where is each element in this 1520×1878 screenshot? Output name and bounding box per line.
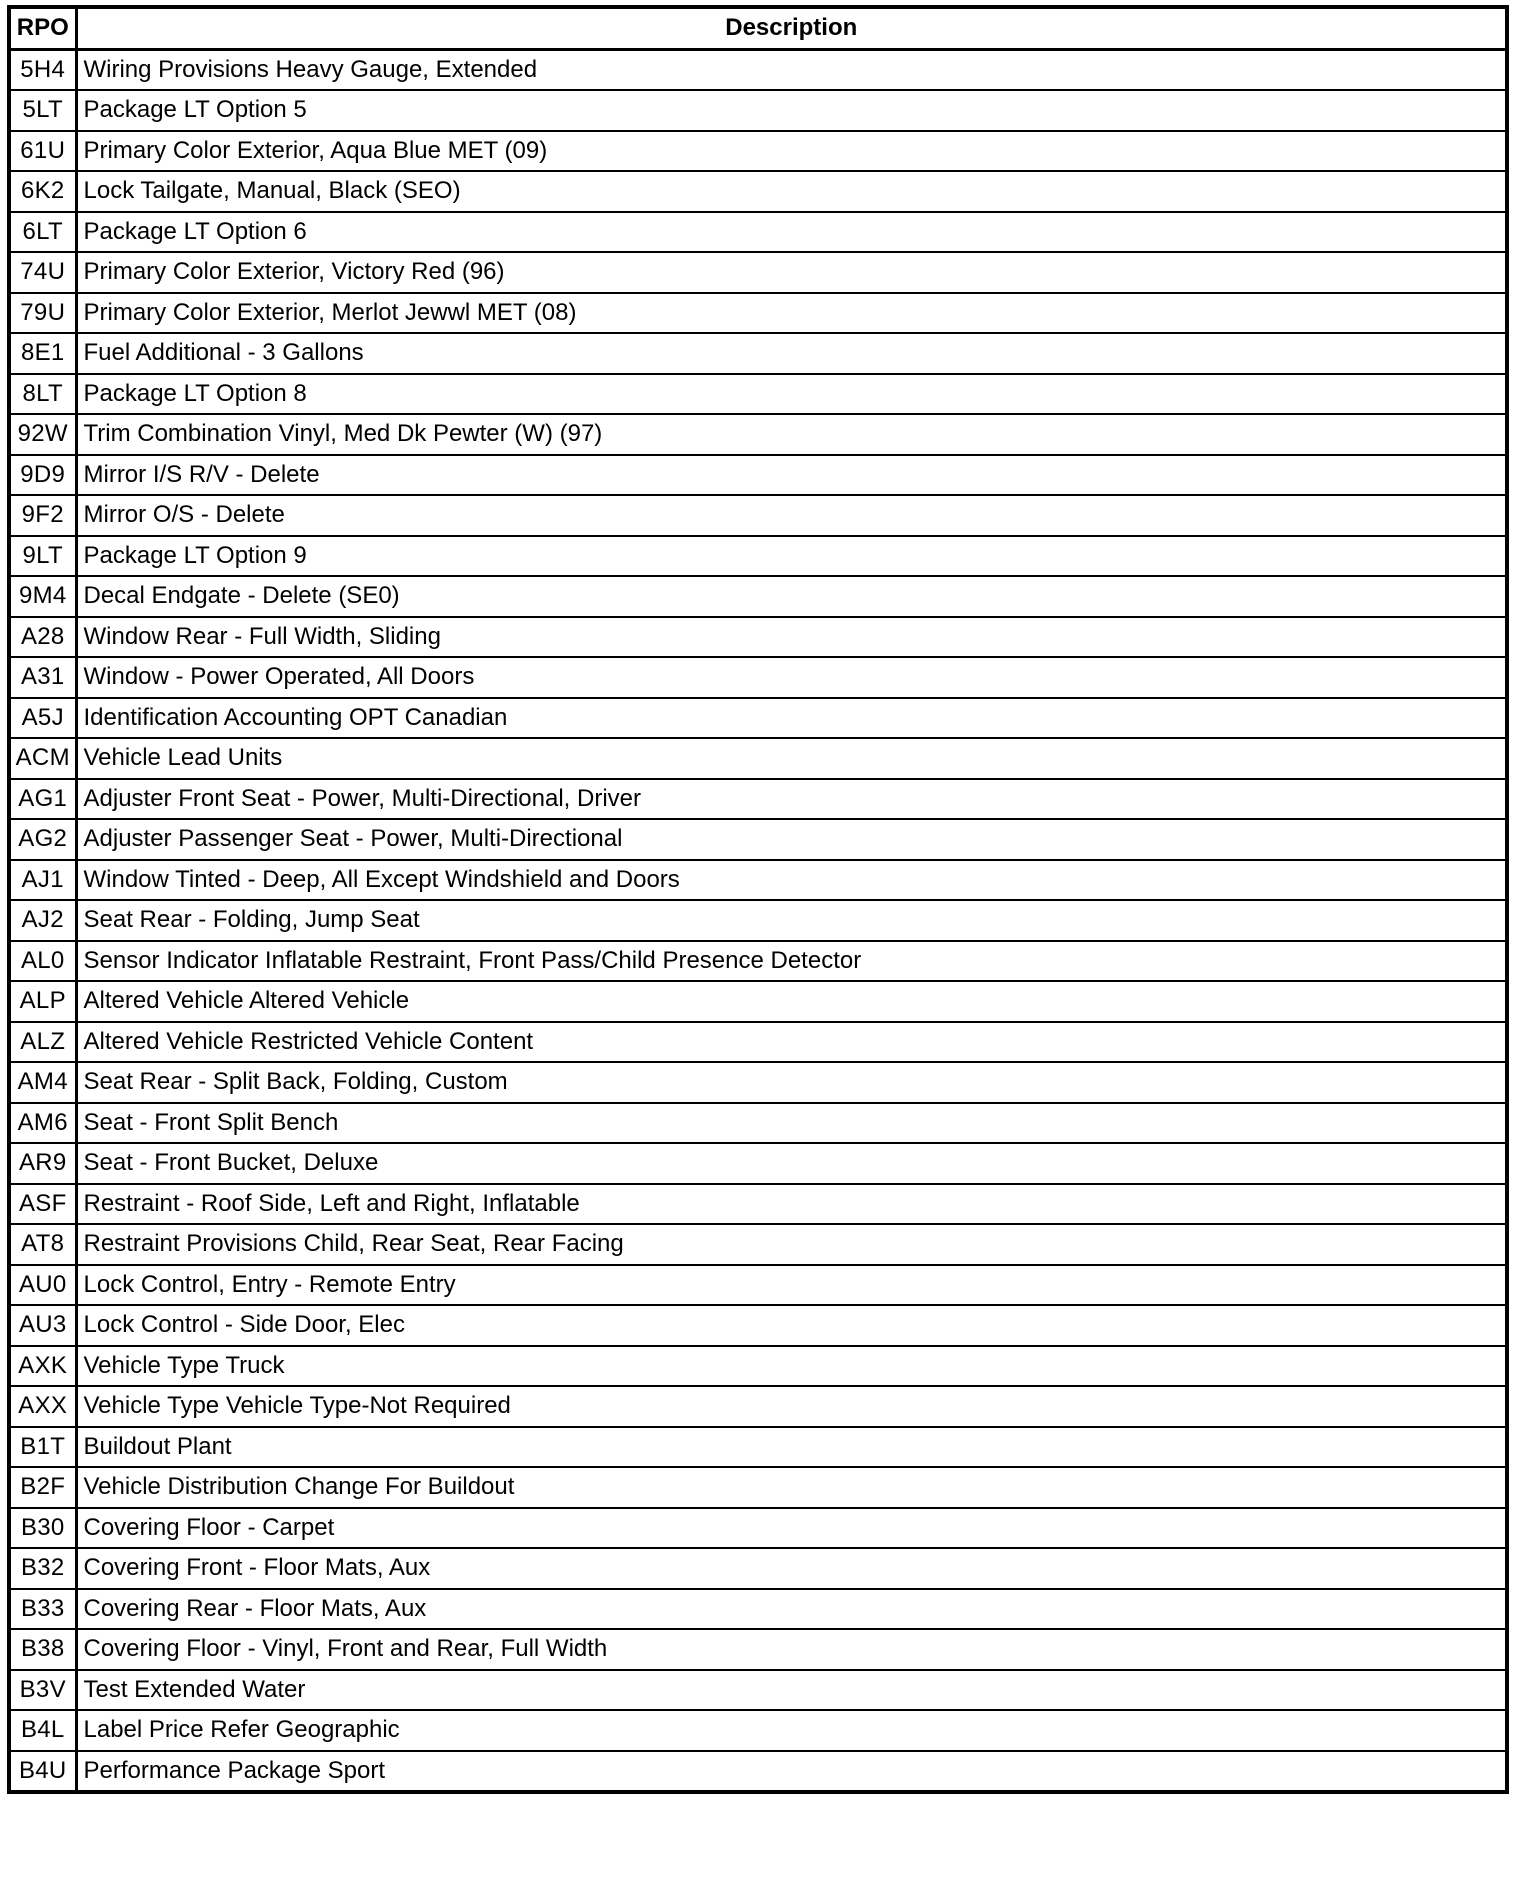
description-cell: Mirror O/S - Delete xyxy=(76,495,1507,536)
table-row xyxy=(9,617,1507,658)
rpo-code-cell: 8LT xyxy=(9,374,76,415)
rpo-code-cell: 9F2 xyxy=(9,495,76,536)
description-cell: Label Price Refer Geographic xyxy=(76,1710,1507,1751)
rpo-code-cell: B38 xyxy=(9,1629,76,1670)
table-body xyxy=(9,49,1507,1792)
rpo-code-cell: 6LT xyxy=(9,212,76,253)
description-cell: Seat Rear - Split Back, Folding, Custom xyxy=(76,1062,1507,1103)
table-row xyxy=(9,90,1507,131)
rpo-code-cell: AJ2 xyxy=(9,900,76,941)
rpo-code-cell: AG2 xyxy=(9,819,76,860)
rpo-code-cell: 9LT xyxy=(9,536,76,577)
table-row xyxy=(9,1346,1507,1387)
table-row xyxy=(9,1305,1507,1346)
rpo-code-cell: AU0 xyxy=(9,1265,76,1306)
description-cell: Vehicle Type Vehicle Type-Not Required xyxy=(76,1386,1507,1427)
description-cell: Seat - Front Bucket, Deluxe xyxy=(76,1143,1507,1184)
description-cell: Covering Floor - Vinyl, Front and Rear, Full Width xyxy=(76,1629,1507,1670)
rpo-code-cell: 5LT xyxy=(9,90,76,131)
table-row xyxy=(9,171,1507,212)
description-cell: Adjuster Front Seat - Power, Multi-Directional, Driver xyxy=(76,779,1507,820)
description-cell: Wiring Provisions Heavy Gauge, Extended xyxy=(76,49,1507,90)
table-row xyxy=(9,252,1507,293)
description-cell: Performance Package Sport xyxy=(76,1751,1507,1793)
rpo-code-cell: ASF xyxy=(9,1184,76,1225)
table-row xyxy=(9,657,1507,698)
table-row xyxy=(9,1224,1507,1265)
table-row xyxy=(9,981,1507,1022)
rpo-code-cell: 8E1 xyxy=(9,333,76,374)
table-row xyxy=(9,1143,1507,1184)
description-cell: Lock Tailgate, Manual, Black (SEO) xyxy=(76,171,1507,212)
description-cell: Window Tinted - Deep, All Except Windshield and Doors xyxy=(76,860,1507,901)
description-cell: Identification Accounting OPT Canadian xyxy=(76,698,1507,739)
description-cell: Restraint - Roof Side, Left and Right, Inflatable xyxy=(76,1184,1507,1225)
rpo-code-cell: ACM xyxy=(9,738,76,779)
description-cell: Primary Color Exterior, Aqua Blue MET (09) xyxy=(76,131,1507,172)
rpo-code-cell: AT8 xyxy=(9,1224,76,1265)
rpo-code-cell: B32 xyxy=(9,1548,76,1589)
rpo-table xyxy=(7,5,1509,1794)
description-cell: Primary Color Exterior, Victory Red (96) xyxy=(76,252,1507,293)
rpo-code-cell: 61U xyxy=(9,131,76,172)
description-cell: Vehicle Distribution Change For Buildout xyxy=(76,1467,1507,1508)
description-cell: Lock Control - Side Door, Elec xyxy=(76,1305,1507,1346)
rpo-code-cell: 79U xyxy=(9,293,76,334)
description-cell: Package LT Option 6 xyxy=(76,212,1507,253)
rpo-column-header: RPO xyxy=(9,7,76,49)
table-row xyxy=(9,1062,1507,1103)
header-row xyxy=(9,7,1507,49)
table-row xyxy=(9,1629,1507,1670)
table-row xyxy=(9,1751,1507,1793)
description-cell: Vehicle Type Truck xyxy=(76,1346,1507,1387)
rpo-code-cell: A28 xyxy=(9,617,76,658)
rpo-code-cell: A31 xyxy=(9,657,76,698)
rpo-code-cell: AR9 xyxy=(9,1143,76,1184)
description-cell: Window - Power Operated, All Doors xyxy=(76,657,1507,698)
rpo-code-cell: AXK xyxy=(9,1346,76,1387)
description-cell: Package LT Option 9 xyxy=(76,536,1507,577)
rpo-code-cell: AJ1 xyxy=(9,860,76,901)
description-cell: Lock Control, Entry - Remote Entry xyxy=(76,1265,1507,1306)
table-row xyxy=(9,819,1507,860)
description-cell: Trim Combination Vinyl, Med Dk Pewter (W) (97) xyxy=(76,414,1507,455)
rpo-code-cell: 9M4 xyxy=(9,576,76,617)
rpo-code-cell: AXX xyxy=(9,1386,76,1427)
table-row xyxy=(9,860,1507,901)
table-row xyxy=(9,1467,1507,1508)
table-row xyxy=(9,1103,1507,1144)
description-cell: Mirror I/S R/V - Delete xyxy=(76,455,1507,496)
rpo-code-cell: B33 xyxy=(9,1589,76,1630)
rpo-code-cell: ALP xyxy=(9,981,76,1022)
rpo-code-cell: B4L xyxy=(9,1710,76,1751)
table-row xyxy=(9,131,1507,172)
table-row xyxy=(9,49,1507,90)
table-header xyxy=(9,7,1507,49)
description-cell: Covering Floor - Carpet xyxy=(76,1508,1507,1549)
rpo-code-cell: AL0 xyxy=(9,941,76,982)
description-cell: Seat - Front Split Bench xyxy=(76,1103,1507,1144)
rpo-code-cell: 5H4 xyxy=(9,49,76,90)
table-row xyxy=(9,900,1507,941)
description-cell: Altered Vehicle Altered Vehicle xyxy=(76,981,1507,1022)
table-row xyxy=(9,1265,1507,1306)
rpo-code-cell: B1T xyxy=(9,1427,76,1468)
table-row xyxy=(9,293,1507,334)
description-cell: Buildout Plant xyxy=(76,1427,1507,1468)
table-row xyxy=(9,414,1507,455)
rpo-code-cell: 9D9 xyxy=(9,455,76,496)
rpo-code-cell: ALZ xyxy=(9,1022,76,1063)
rpo-code-cell: AU3 xyxy=(9,1305,76,1346)
table-row xyxy=(9,779,1507,820)
table-row xyxy=(9,941,1507,982)
table-row xyxy=(9,536,1507,577)
description-cell: Test Extended Water xyxy=(76,1670,1507,1711)
table-row xyxy=(9,374,1507,415)
description-cell: Primary Color Exterior, Merlot Jewwl MET (08) xyxy=(76,293,1507,334)
description-cell: Sensor Indicator Inflatable Restraint, Front Pass/Child Presence Detector xyxy=(76,941,1507,982)
description-cell: Covering Front - Floor Mats, Aux xyxy=(76,1548,1507,1589)
rpo-code-cell: A5J xyxy=(9,698,76,739)
description-cell: Adjuster Passenger Seat - Power, Multi-Directional xyxy=(76,819,1507,860)
table-row xyxy=(9,1589,1507,1630)
table-row xyxy=(9,1022,1507,1063)
table-row xyxy=(9,576,1507,617)
table-row xyxy=(9,1710,1507,1751)
description-cell: Package LT Option 8 xyxy=(76,374,1507,415)
rpo-code-cell: AG1 xyxy=(9,779,76,820)
description-cell: Seat Rear - Folding, Jump Seat xyxy=(76,900,1507,941)
table-row xyxy=(9,212,1507,253)
description-cell: Window Rear - Full Width, Sliding xyxy=(76,617,1507,658)
table-row xyxy=(9,738,1507,779)
description-cell: Restraint Provisions Child, Rear Seat, Rear Facing xyxy=(76,1224,1507,1265)
table-row xyxy=(9,1386,1507,1427)
table-row xyxy=(9,495,1507,536)
table-row xyxy=(9,1184,1507,1225)
description-cell: Decal Endgate - Delete (SE0) xyxy=(76,576,1507,617)
rpo-code-cell: 92W xyxy=(9,414,76,455)
rpo-code-cell: 6K2 xyxy=(9,171,76,212)
description-cell: Fuel Additional - 3 Gallons xyxy=(76,333,1507,374)
rpo-code-cell: AM4 xyxy=(9,1062,76,1103)
description-cell: Vehicle Lead Units xyxy=(76,738,1507,779)
rpo-code-cell: B2F xyxy=(9,1467,76,1508)
table-row xyxy=(9,1548,1507,1589)
table-row xyxy=(9,455,1507,496)
rpo-code-cell: B30 xyxy=(9,1508,76,1549)
table-row xyxy=(9,333,1507,374)
rpo-code-cell: AM6 xyxy=(9,1103,76,1144)
description-cell: Altered Vehicle Restricted Vehicle Content xyxy=(76,1022,1507,1063)
table-row xyxy=(9,1670,1507,1711)
description-column-header: Description xyxy=(76,7,1507,49)
table-row xyxy=(9,1427,1507,1468)
rpo-code-cell: B3V xyxy=(9,1670,76,1711)
description-cell: Covering Rear - Floor Mats, Aux xyxy=(76,1589,1507,1630)
rpo-code-cell: 74U xyxy=(9,252,76,293)
rpo-code-cell: B4U xyxy=(9,1751,76,1793)
table-row xyxy=(9,1508,1507,1549)
table-row xyxy=(9,698,1507,739)
description-cell: Package LT Option 5 xyxy=(76,90,1507,131)
